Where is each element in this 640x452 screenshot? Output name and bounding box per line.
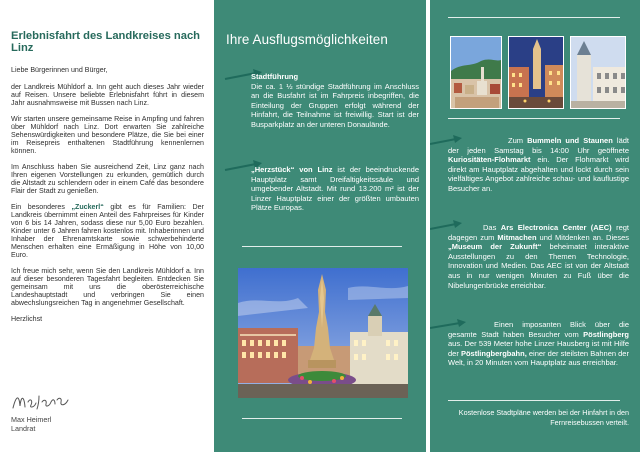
left-column [0, 0, 212, 452]
letter-paragraph-1: der Landkreis Mühldorf a. Inn geht auch dieses Jahr wieder auf Reisen. Unsere beliebte Erlebnisfahrt führt in diesem Jahr ausnahmsweise mit Bussen nach Linz. [11, 83, 204, 107]
divider [448, 400, 620, 401]
photo-panorama [450, 36, 502, 109]
heart-heading: „Herzstück“ von Linz [251, 165, 333, 174]
letter-paragraph-2: Wir starten unsere gemeinsame Reise in Ampfing und fahren über Mühldorf nach Linz. Dort erwarten Sie zahlreiche Sehenswürdigkeiten und besondere Plätze, die Sie bei einer im Reisepreis enthaltenen Stadtführung kennenlernen können. [11, 115, 204, 155]
section-title: Ihre Ausflugsmöglichkeiten [226, 32, 388, 47]
letter-closing: Herzlichst [11, 315, 43, 323]
letter-title: Erlebnisfahrt des Landkreises nach Linz [11, 30, 201, 54]
letter-greeting: Liebe Bürgerinnen und Bürger, [11, 66, 108, 74]
heart-block [251, 165, 419, 213]
letter-paragraph-5: Ich freue mich sehr, wenn Sie den Landkreis Mühldorf a. Inn auf dieser besonderen Tagesfahrt begleiten. Entdecken Sie gemeinsam mit uns die oberösterreichische Landeshauptstadt und verbringen Sie einen abwechslungsreichen Tag in angenehmer Gesellschaft. [11, 267, 204, 307]
signatory-name: Max Heimerl [11, 415, 52, 424]
signature-icon [11, 388, 77, 414]
flea-market-block: Zum Bummeln und Staunen lädt der jeden Samstag bis 14:00 Uhr geöffnete Kuriositäten-Flohmarkt ein. Der Flohmarkt wird direkt am Hauptplatz abgehalten und lockt durch sein vielfältiges Angebot zahlreiche schau- und kauflustige Besucher an. [448, 136, 630, 193]
linz-photo-strip-icon [450, 36, 626, 109]
footer-note: Kostenlose Stadtpläne werden bei der Hinfahrt in den Fernreisebussen verteilt. [458, 408, 629, 427]
divider [448, 118, 620, 119]
tour-heading: Stadtführung [251, 72, 299, 81]
right-column [430, 0, 640, 452]
middle-column [214, 0, 426, 452]
zuckerl-highlight: „Zuckerl“ [71, 203, 104, 211]
signatory-role: Landrat [11, 424, 36, 433]
divider [242, 418, 402, 419]
ars-electronica-block: Das Ars Electronica Center (AEC) regt dagegen zum Mitmachen und Mitdenken an. Dieses „Museum der Zukunft“ beheimatet interaktive Ausstellungen zu den Themen Technologie, Innovation und Medien. Das AEC ist von der Altstadt aus in nur wenigen Minuten zu Fuß über die Nibelungenbrücke erreichbar. [448, 223, 630, 290]
poestlingberg-block: Einen imposanten Blick über die gesamte Stadt haben Besucher vom Pöstlingberg aus. Der 539 Meter hohe Linzer Hausberg ist mit Hilfe der Pöstlingbergbahn, einer der steilsten Bahnen der Welt, in 20 Minuten vom Hauptplatz aus erreichbar. [448, 320, 629, 368]
heart-text: ist der beeindruckende Hauptplatz samt Dreifaltigkeitssäule und umgebender Altstadt. Mit rund 13.200 m² ist der Linzer Hauptplatz einer der größten umbauten Plätze Europas. [251, 165, 419, 212]
signatory [11, 415, 51, 433]
divider [242, 246, 402, 247]
photo-church-street [570, 36, 626, 109]
photo-night-square [508, 36, 564, 109]
hauptplatz-photo-icon [238, 268, 408, 398]
tour-block [251, 72, 419, 129]
tour-text: Die ca. 1 ½ stündige Stadtführung im Anschluss an die Busfahrt ist im Fahrpreis inbegriffen, die Einteilung der Gruppen erfolgt während der Hinfahrt, die Teilnahme ist freiwillig. Start ist der Busparkplatz an der unteren Donaulände. [251, 81, 419, 129]
letter-paragraph-3: Im Anschluss haben Sie ausreichend Zeit, Linz ganz nach Ihren eigenen Vorstellungen zu erkunden, gemütlich durch die Altstadt zu schlendern oder in einem Café das besondere Flair der Stadt zu genießen. [11, 163, 204, 195]
divider [448, 17, 620, 18]
letter-paragraph-4: Ein besonderes „Zuckerl“ gibt es für Familien: Der Landkreis übernimmt einen Anteil des Fahrpreises für Kinder von 6 bis 14 Jahren, sodass diese nur 5,00 Euro bezahlen. Kinder unter 6 Jahren fahren kostenlos mit. Inhaberinnen und Inhaber der Ehrenamtskarte sowie schwerbehinderte Menschen erhalten eine Ermäßigung in Höhe von 10,00 Euro. [11, 203, 204, 259]
